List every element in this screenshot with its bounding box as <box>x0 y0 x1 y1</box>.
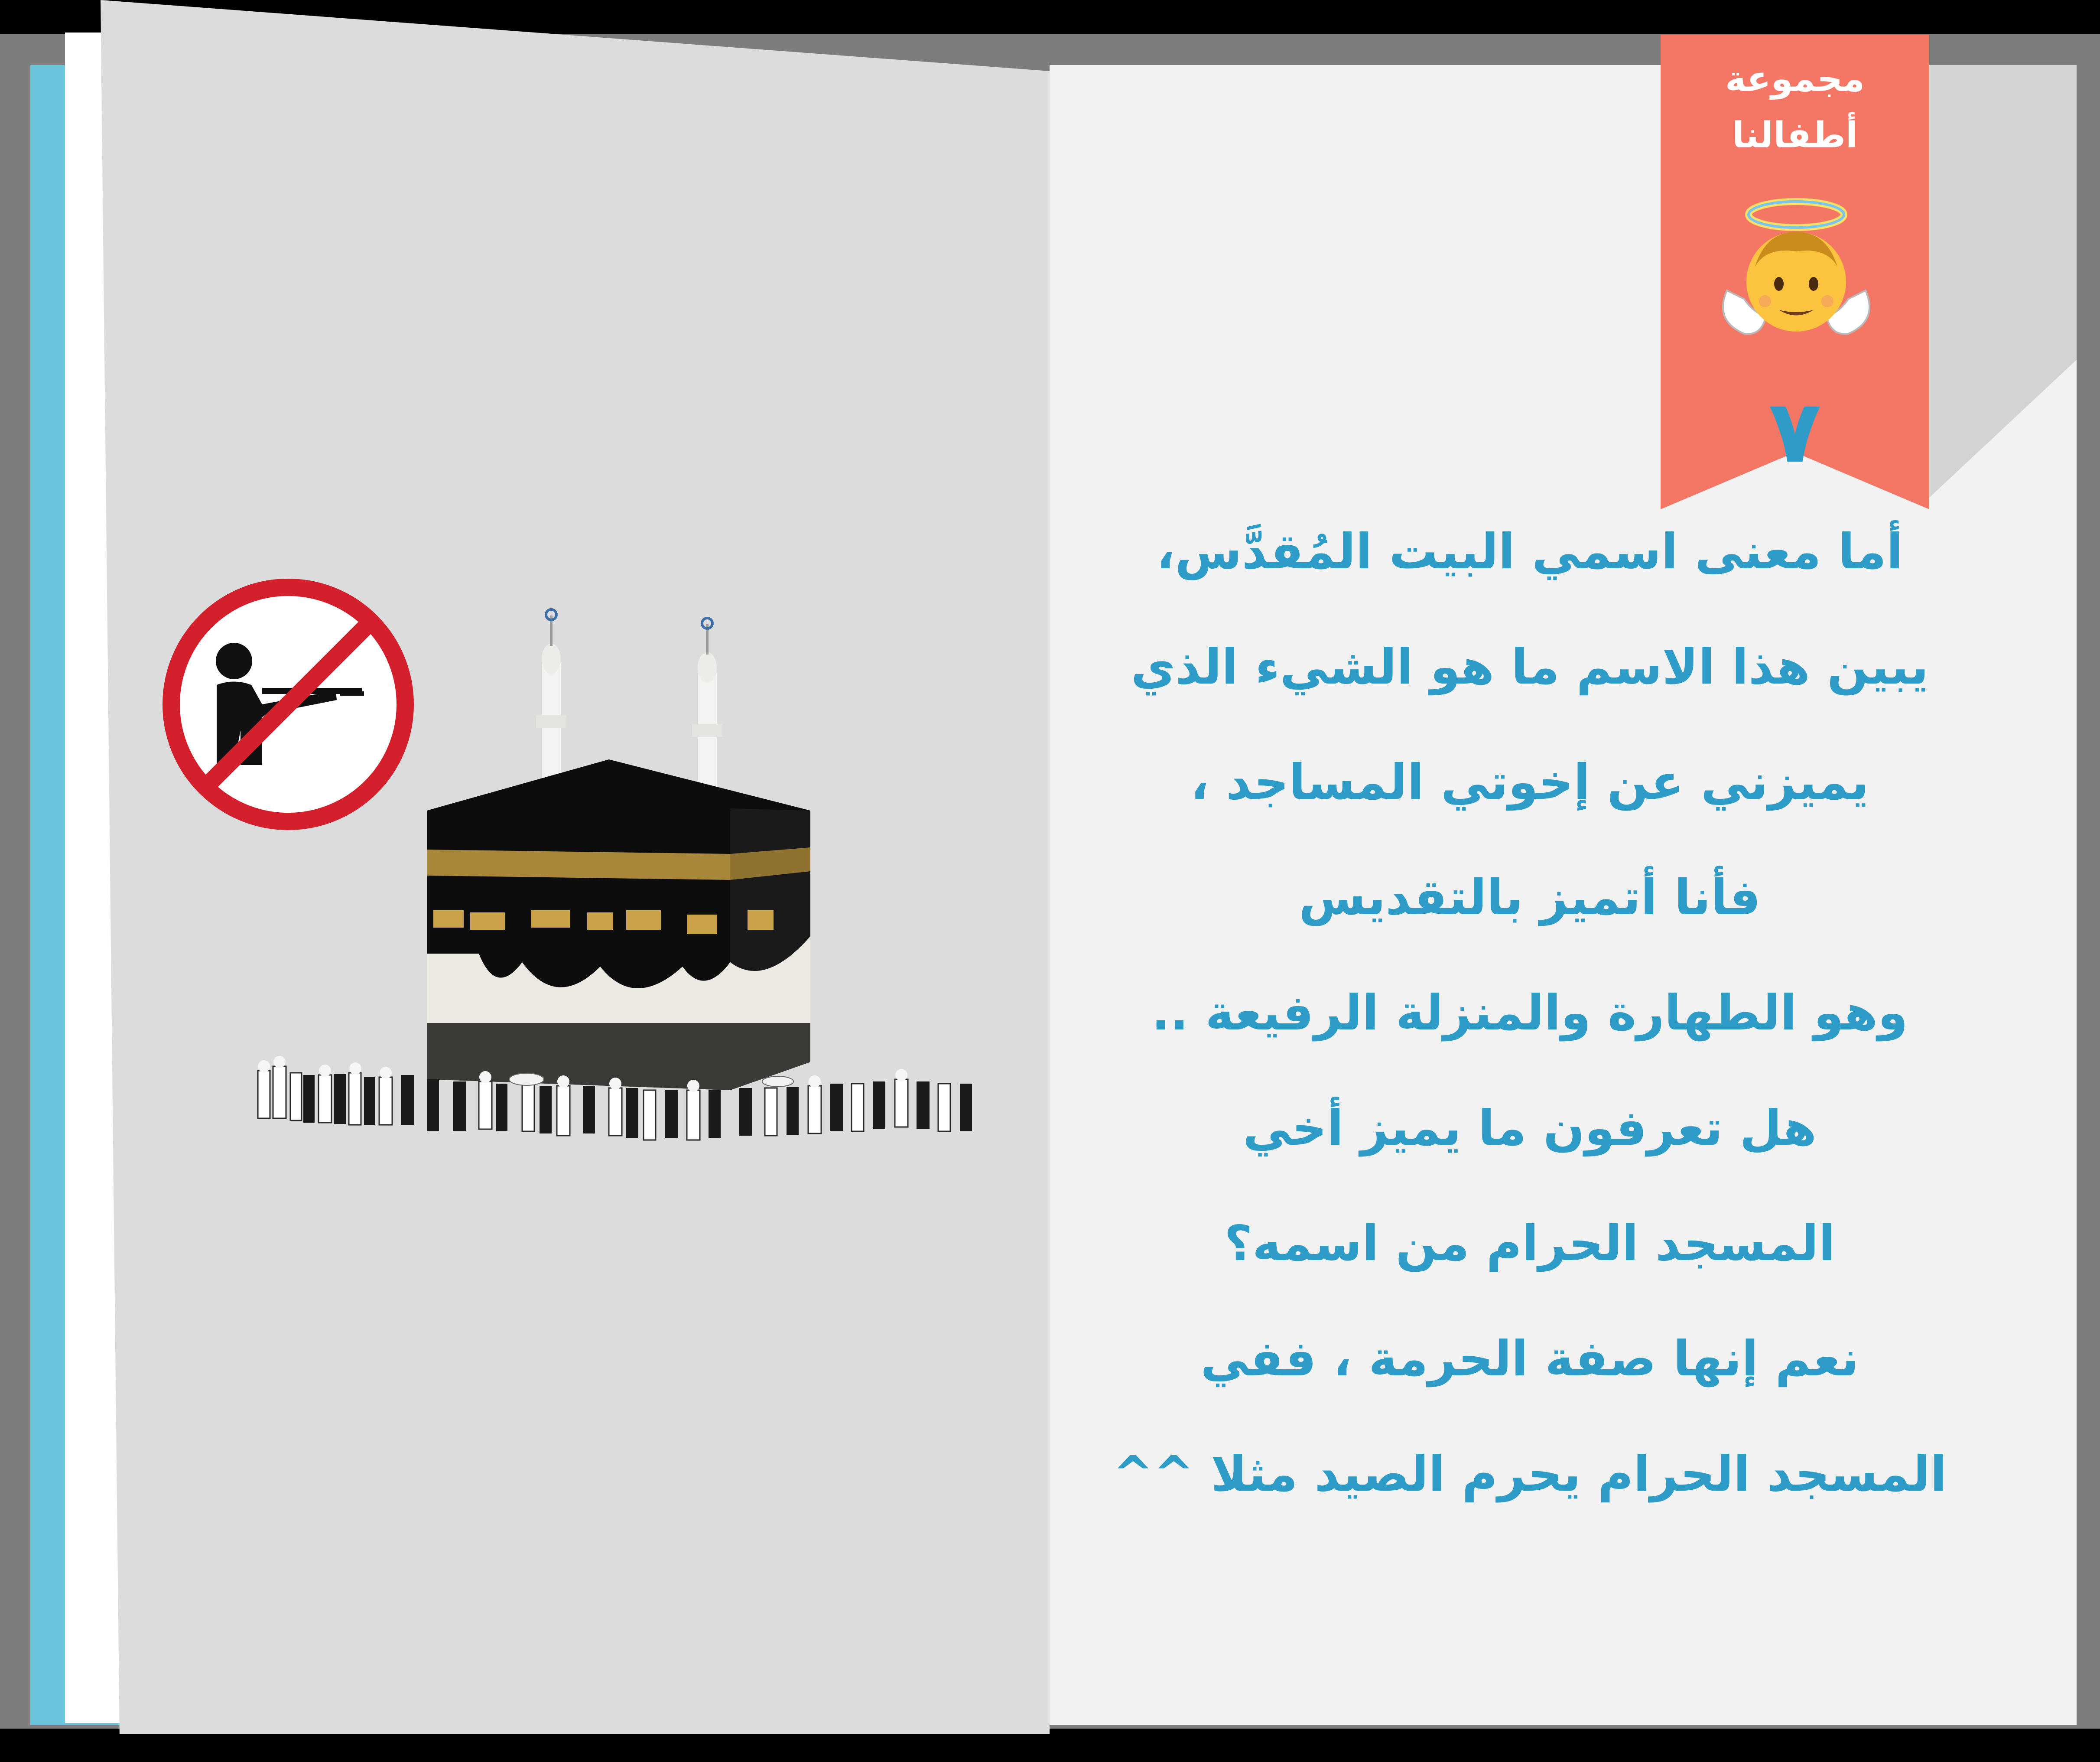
text-line: وهو الطهارة والمنزلة الرفيعة .. <box>1151 985 1908 1041</box>
text-line: المسجد الحرام من اسمه؟ <box>1224 1215 1835 1272</box>
baby-angel-icon <box>1714 191 1879 355</box>
story-text <box>1066 494 1993 1532</box>
ribbon-title-line2: أطفالنا <box>1732 115 1858 156</box>
kaaba-illustration <box>254 607 984 1157</box>
text-line: نعم إنها صفة الحرمة ، ففي <box>1200 1331 1859 1387</box>
page-number: ٧ <box>1768 381 1822 482</box>
ribbon-title-line1: مجموعة <box>1725 59 1865 100</box>
text-line: المسجد الحرام يحرم الصيد مثلا ^^ <box>1112 1446 1947 1502</box>
text-line: أما معنى اسمي البيت المُقدَّس، <box>1156 524 1903 580</box>
text-line: فأنا أتميز بالتقديس <box>1299 870 1761 926</box>
text-line: هل تعرفون ما يميز أخي <box>1242 1100 1817 1156</box>
text-line: يبين هذا الاسم ما هو الشيء الذي <box>1131 639 1929 695</box>
text-line: يميزني عن إخوتي المساجد ، <box>1190 754 1869 811</box>
